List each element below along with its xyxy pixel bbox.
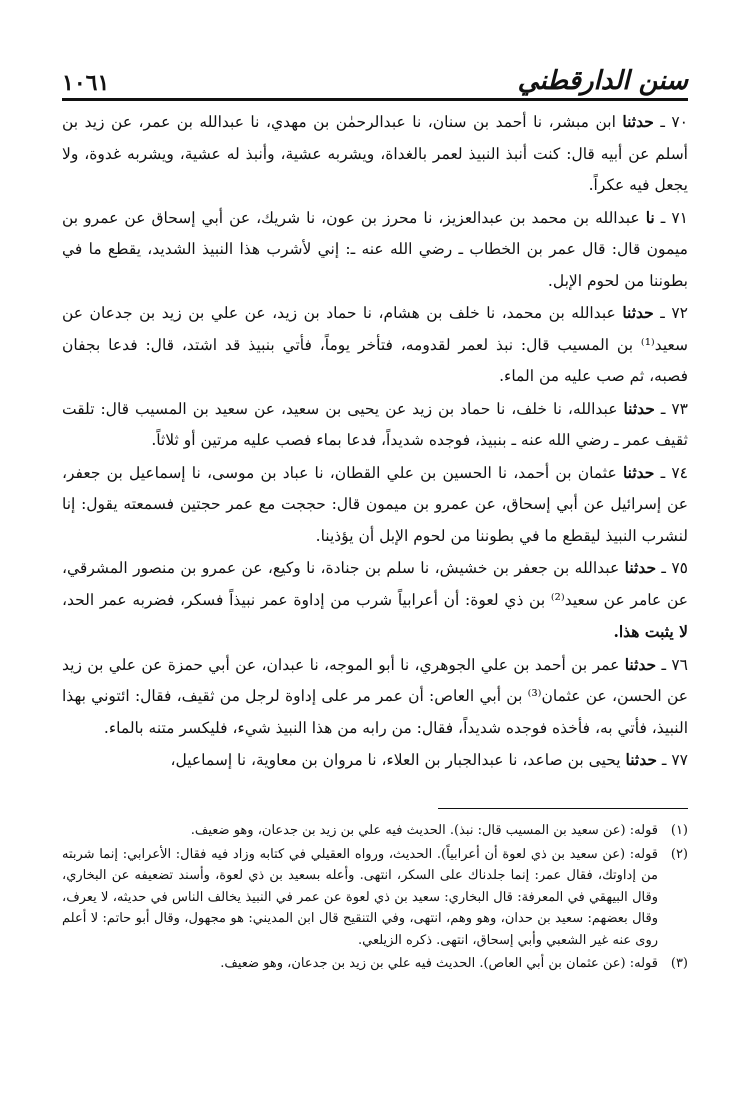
hadith-text: عمر بن أحمد بن علي الجوهري، نا أبو الموجه، نا عبدان، عن أبي حمزة عن علي بن زيد عن الحسن، عن عثمان⁽³⁾ بن أبي العاص: أن عمر مر على إداوة لرجل من ثقيف، فقال: ائتوني بهذا النبيذ، فأتي به، فأخذه فوجده شديداً، فقال: من رابه من هذا النبيذ شيء، فليكسر متنه بالماء.	[62, 655, 689, 737]
footnote-number: (١)	[670, 823, 688, 838]
footnote-text: قوله: (عن سعيد بن المسيب قال: نبذ). الحديث فيه علي بن زيد بن جدعان، وهو ضعيف.	[190, 823, 658, 838]
footnote-text: قوله: (عن عثمان بن أبي العاص). الحديث فيه علي بن زيد بن جدعان، وهو ضعيف.	[220, 956, 658, 971]
header-divider	[62, 98, 688, 101]
hadith-number: ٧٠	[671, 113, 688, 131]
hadith-74: ٧٤ ـ حدثنا عثمان بن أحمد، نا الحسين بن علي القطان، نا عباد بن موسى، نا إسماعيل بن جعفر، عن إسرائيل عن أبي إسحاق، عن عمرو بن ميمون قال: حججت مع عمر حجتين فسمعته يقول: إنا لنشرب النبيذ ليقطع ما في بطوننا من لحوم الإبل أن يؤذينا.	[62, 462, 688, 545]
hadith-text: يحيى بن صاعد، نا عبدالجبار بن العلاء، نا مروان بن معاوية، نا إسماعيل،	[170, 751, 621, 769]
hadith-keyword: حدثنا	[625, 750, 657, 769]
main-text	[62, 106, 688, 777]
footnote-text: قوله: (عن سعيد بن ذي لعوة أن أعرابياً). الحديث، ورواه العقيلي في كتابه وزاد فيه فقال: الأعرابي: إنما شربته من إداوتك، فقال عمر: إنما جلدناك على السكر، انتهى. وأعله بسعيد بن ذي لعوة، وأسند تضعيفه عن البخاري، وقال البيهقي في المعرفة: قال البخاري: سعيد بن ذي لعوة عن عمر في النبيذ يخالف الناس في حديثه، لا يعرف، وقال بعضهم: سعيد بن حدان، وهو وهم، انتهى، وفي التنقيح قال ابن المديني: هو مجهول، وقال أبو حاتم: لا أعلم روى عنه غير الشعبي وأبي إسحاق، انتهى. ذكره الزيلعي.	[62, 846, 658, 948]
hadith-number: ٧٦	[671, 655, 688, 674]
footnotes	[62, 820, 688, 977]
hadith-71: ٧١ ـ نا عبدالله بن محمد بن عبدالعزيز، نا محرز بن عون، نا شريك، عن أبي إسحاق عن عمرو بن ميمون قال: قال عمر بن الخطاب ـ رضي الله عنه ـ: إني لأشرب هذا النبيذ الشديد، يقطع ما في بطوننا من لحوم الإبل.	[62, 207, 688, 290]
hadith-keyword: حدثنا	[623, 398, 655, 418]
hadith-keyword: نا	[645, 207, 655, 227]
hadith-keyword: حدثنا	[622, 112, 654, 131]
hadith-number: ٧٤	[671, 463, 688, 482]
footnote-1	[62, 820, 688, 842]
hadith-keyword: حدثنا	[624, 654, 657, 674]
hadith-number: ٧١	[671, 208, 688, 227]
hadith-76: ٧٦ ـ حدثنا عمر بن أحمد بن علي الجوهري، نا أبو الموجه، نا عبدان، عن أبي حمزة عن علي بن زيد عن الحسن، عن عثمان⁽³⁾ بن أبي العاص: أن عمر مر على إداوة لرجل من ثقيف، فقال: ائتوني بهذا النبيذ، فأتي به، فأخذه فوجده شديداً، فقال: من رابه من هذا النبيذ شيء، فليكسر متنه بالماء.	[62, 654, 689, 737]
footnote-divider	[438, 808, 688, 809]
page-header	[62, 56, 688, 96]
hadith-73: ٧٣ ـ حدثنا عبدالله، نا خلف، نا حماد بن زيد عن يحيى بن سعيد، عن سعيد بن المسيب قال: تلقت ثقيف عمر ـ رضي الله عنه ـ بنبيذ، فوجده شديداً، فدعا بماء فصب عليه مرتين أو ثلاثاً.	[62, 398, 688, 449]
hadith-number: ٧٢	[671, 304, 688, 322]
book-title: سنن الدارقطني	[517, 66, 688, 96]
hadith-72: ٧٢ ـ حدثنا عبدالله بن محمد، نا خلف بن هشام، نا حماد بن زيد، عن علي بن زيد بن جدعان عن سعيد⁽¹⁾ بن المسيب قال: نبذ لعمر لقدومه، فتأخر يوماً، فأتي بنبيذ قد اشتد، قال: فدعا بجفان فصبه، ثم صب عليه من الماء.	[62, 303, 688, 385]
hadith-text: عبدالله بن محمد، نا خلف بن هشام، نا حماد بن زيد، عن علي بن زيد بن جدعان عن سعيد⁽¹⁾ بن المسيب قال: نبذ لعمر لقدومه، فتأخر يوماً، فأتي بنبيذ قد اشتد، قال: فدعا بجفان فصبه، ثم صب عليه من الماء.	[62, 304, 688, 385]
hadith-77: ٧٧ ـ حدثنا يحيى بن صاعد، نا عبدالجبار بن العلاء، نا مروان بن معاوية، نا إسماعيل،	[170, 750, 688, 769]
footnote-3	[62, 953, 688, 975]
hadith-verdict: لا يثبت هذا.	[613, 622, 688, 641]
hadith-number: ٧٧	[671, 751, 688, 769]
hadith-text: ابن مبشر، نا أحمد بن سنان، نا عبدالرحمٰن بن مهدي، نا عبدالله بن عمر، عن زيد بن أسلم عن أبيه قال: كنت أنبذ النبيذ لعمر بالغداة، ويشربه عشية، وأنبذ له عشية، ويشربه غدوة، ولا يجعل فيه عكراً.	[62, 113, 688, 194]
hadith-keyword: حدثنا	[622, 462, 655, 482]
hadith-number: ٧٣	[671, 399, 688, 418]
hadith-keyword: حدثنا	[624, 558, 657, 577]
hadith-text: عبدالله بن جعفر بن خشيش، نا سلم بن جنادة، نا وكيع، عن عمرو بن منصور المشرقي، عن عامر عن سعيد⁽²⁾ بن ذي لعوة: أن أعرابياً شرب من إداوة عمر نبيذاً فسكر، فضربه عمر الحد،	[62, 559, 688, 609]
footnote-number: (٣)	[670, 956, 688, 971]
page-number: ١٠٦١	[62, 70, 110, 96]
footnote-2	[62, 844, 688, 952]
hadith-text: عبدالله، نا خلف، نا حماد بن زيد عن يحيى بن سعيد، عن سعيد بن المسيب قال: تلقت ثقيف عمر ـ رضي الله عنه ـ بنبيذ، فوجده شديداً، فدعا بماء فصب عليه مرتين أو ثلاثاً.	[62, 399, 688, 449]
hadith-70: ٧٠ ـ حدثنا ابن مبشر، نا أحمد بن سنان، نا عبدالرحمٰن بن مهدي، نا عبدالله بن عمر، عن زيد بن أسلم عن أبيه قال: كنت أنبذ النبيذ لعمر بالغداة، ويشربه عشية، وأنبذ له عشية، ويشربه غدوة، ولا يجعل فيه عكراً.	[62, 112, 688, 194]
hadith-text: عثمان بن أحمد، نا الحسين بن علي القطان، نا عباد بن موسى، نا إسماعيل بن جعفر، عن إسرائيل عن أبي إسحاق، عن عمرو بن ميمون قال: حججت مع عمر حجتين فسمعته يقول: إنا لنشرب النبيذ ليقطع ما في بطوننا من لحوم الإبل أن يؤذينا.	[62, 463, 688, 545]
hadith-number: ٧٥	[671, 559, 688, 577]
hadith-75: ٧٥ ـ حدثنا عبدالله بن جعفر بن خشيش، نا سلم بن جنادة، نا وكيع، عن عمرو بن منصور المشرقي، عن عامر عن سعيد⁽²⁾ بن ذي لعوة: أن أعرابياً شرب من إداوة عمر نبيذاً فسكر، فضربه عمر الحد، لا يثبت هذا.	[62, 558, 688, 641]
hadith-text: عبدالله بن محمد بن عبدالعزيز، نا محرز بن عون، نا شريك، عن أبي إسحاق عن عمرو بن ميمون قال: قال عمر بن الخطاب ـ رضي الله عنه ـ: إني لأشرب هذا النبيذ الشديد، يقطع ما في بطوننا من لحوم الإبل.	[62, 208, 688, 290]
footnote-number: (٢)	[670, 846, 688, 862]
hadith-keyword: حدثنا	[622, 303, 654, 322]
